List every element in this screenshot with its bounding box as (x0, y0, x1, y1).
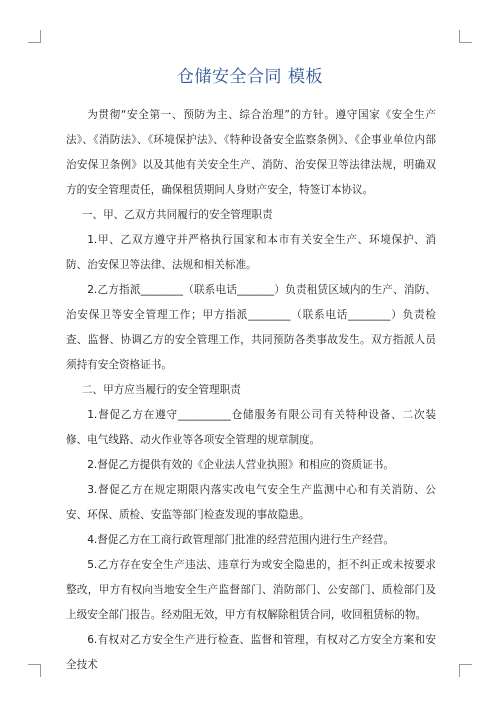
crop-mark-top-left (28, 30, 41, 43)
section-heading-2: 二、甲方应当履行的安全管理职责 (81, 384, 241, 396)
clause-2-4: 4.督促乙方在工商行政管理部门批准的经营范围内进行生产经营。 (87, 534, 394, 546)
intro-paragraph: 为贯彻“安全第一、预防为主、综合治理”的方针。遵守国家《安全生产法》、《消防法》、《环境保护法》、《特种设备安全监察条例》、《企事业单位内部治安保卫条例》以及其他有关安全生产、消防、治安保卫等法律法规，明确双方的安全管理责任，确保租赁期间人身财产安全，特签订本协议。 (66, 109, 436, 196)
crop-mark-bottom-right (459, 664, 472, 677)
crop-mark-top-right (459, 30, 472, 43)
document-body (66, 103, 436, 678)
clause-2-2: 2.督促乙方提供有效的《企业法人营业执照》和相应的资质证书。 (87, 459, 394, 471)
clause-1-1: 1.甲、乙双方遵守并严格执行国家和本市有关安全生产、环境保护、消防、治安保卫等法律、法规和相关标准。 (66, 234, 436, 271)
section-heading-1: 一、甲、乙双方共同履行的安全管理职责 (81, 209, 273, 221)
clause-2-1: 1.督促乙方在遵守__________仓储服务有限公司有关特种设备、二次装修、电气线路、动火作业等各项安全管理的规章制度。 (66, 409, 436, 446)
crop-mark-bottom-left (28, 664, 41, 677)
clause-1-2: 2.乙方指派________（联系电话_______）负责租赁区域内的生产、消防、治安保卫等安全管理工作；甲方指派________（联系电话________）负责检查、监督、协调乙方的安全管理工作，共同预防各类事故发生。双方指派人员须持有安全资格证书。 (66, 284, 436, 371)
clause-2-5: 5.乙方存在安全生产违法、违章行为或安全隐患的，拒不纠正或未按要求整改，甲方有权向当地安全生产监督部门、消防部门、公安部门、质检部门及上级安全部门报告。经劝阻无效，甲方有权解除租赁合同，收回租赁标的物。 (66, 559, 436, 621)
document-title: 仓储安全合同 模板 (177, 67, 323, 87)
clause-2-3: 3.督促乙方在规定期限内落实改电气安全生产监测中心和有关消防、公安、环保、质检、安监等部门检查发现的事故隐患。 (66, 484, 436, 521)
clause-2-6: 6.有权对乙方安全生产进行检查、监督和管理，有权对乙方安全方案和安全技术 (66, 634, 436, 671)
